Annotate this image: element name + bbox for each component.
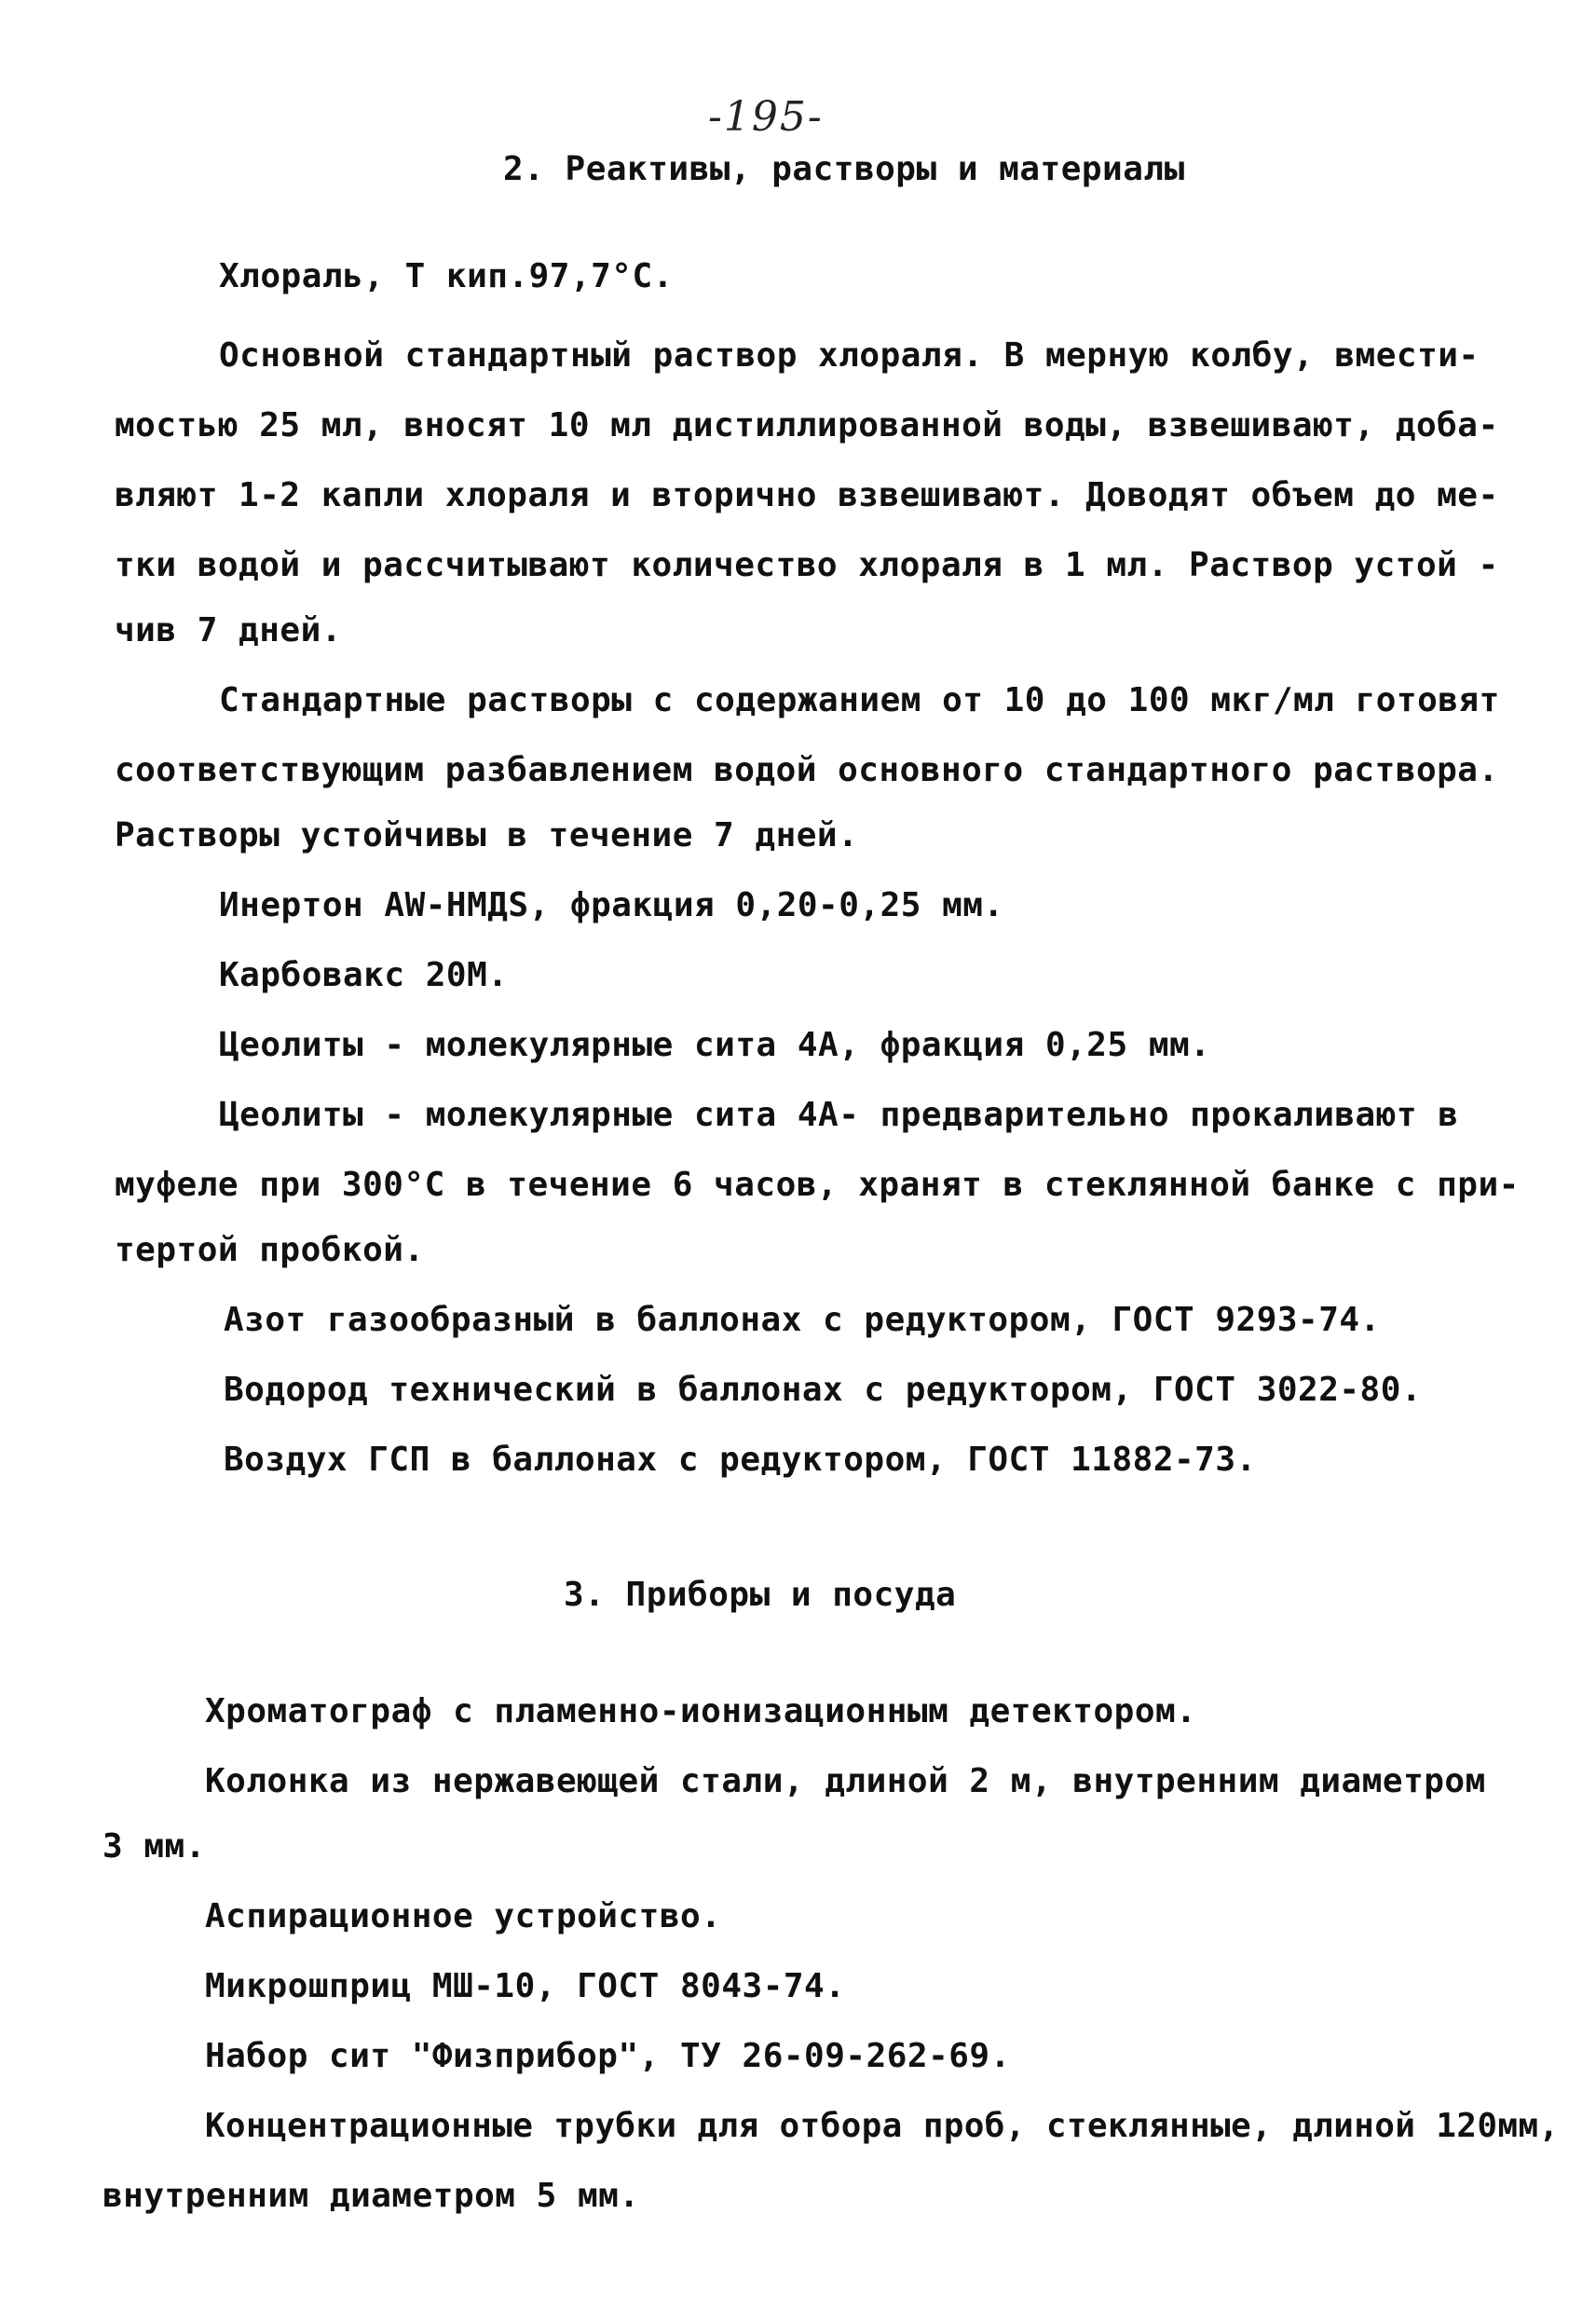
text-line: вляют 1-2 капли хлораля и вторично взвешивают. Доводят объем до ме- [115,476,1499,514]
text-line: Воздух ГСП в баллонах с редуктором, ГОСТ 11882-73. [224,1441,1257,1479]
text-line: 3 мм. [102,1827,206,1866]
text-line: Карбовакс 20М. [219,956,509,994]
text-line: Концентрационные трубки для отбора проб, стеклянные, длиной 120мм, [205,2107,1560,2145]
text-line: чив 7 дней. [115,611,342,649]
text-line: Азот газообразный в баллонах с редуктором, ГОСТ 9293-74. [224,1301,1381,1339]
section-2-title: 2. Реактивы, растворы и материалы [503,150,1185,188]
text-line: Стандартные растворы с содержанием от 10 до 100 мкг/мл готовят [219,681,1500,719]
text-line: тертой пробкой. [115,1231,425,1269]
text-line: мостью 25 мл, вносят 10 мл дистиллированной воды, взвешивают, доба- [115,406,1499,444]
text-line: Колонка из нержавеющей стали, длиной 2 м, внутренним диаметром [205,1762,1486,1800]
text-line: Растворы устойчивы в течение 7 дней. [115,816,859,854]
text-line: Основной стандартный раствор хлораля. В мерную колбу, вмести- [219,336,1480,375]
text-line: Аспирационное устройство. [205,1897,722,1935]
text-line: Микрошприц МШ-10, ГОСТ 8043-74. [205,1967,846,2005]
text-line: Инертон AW-HMДS, фракция 0,20-0,25 мм. [219,886,1004,924]
text-line: Хлораль, Т кип.97,7°С. [219,257,674,295]
text-line: тки водой и рассчитывают количество хлораля в 1 мл. Раствор устой - [115,546,1499,584]
page-number: -195- [708,93,824,141]
text-line: Цеолиты - молекулярные сита 4А, фракция 0,25 мм. [219,1026,1211,1064]
text-line: Цеолиты - молекулярные сита 4А- предварительно прокаливают в [219,1096,1459,1134]
text-line: Хроматограф с пламенно-ионизационным детектором. [205,1692,1197,1730]
text-line: Водород технический в баллонах с редуктором, ГОСТ 3022-80. [224,1371,1423,1409]
text-line: муфеле при 300°С в течение 6 часов, хранят в стеклянной банке с при- [115,1166,1520,1204]
text-line: внутренним диаметром 5 мм. [102,2177,640,2215]
text-line: Набор сит "Физприбор", ТУ 26-09-262-69. [205,2037,1011,2075]
section-3-title: 3. Приборы и посуда [564,1576,957,1614]
text-line: соответствующим разбавлением водой основного стандартного раствора. [115,751,1499,789]
